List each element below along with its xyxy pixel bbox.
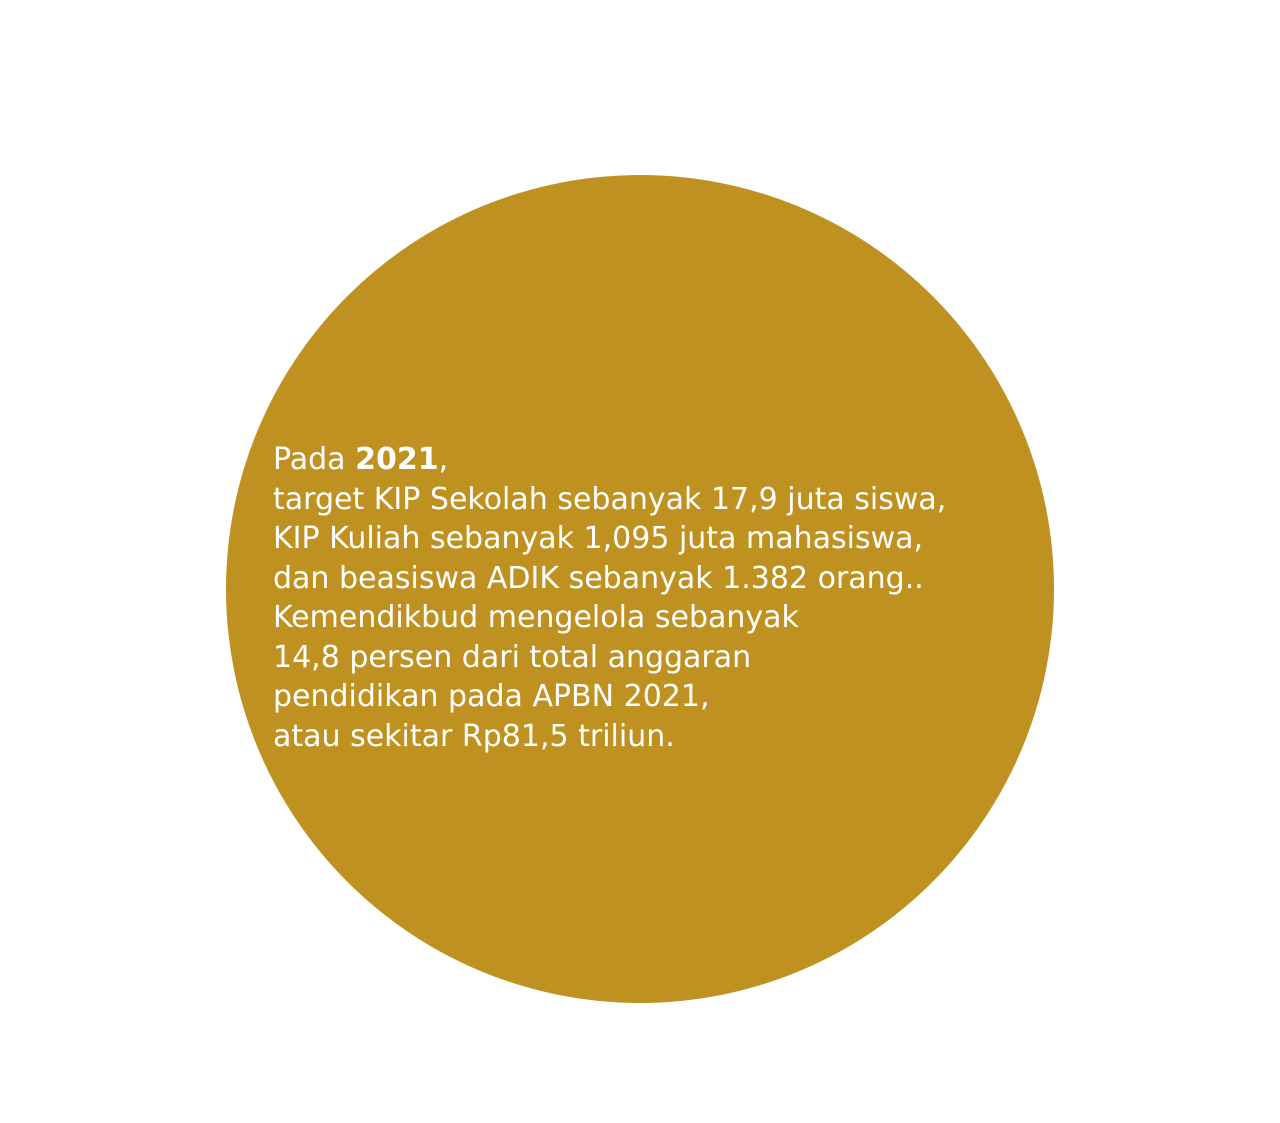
text-line-8: atau sekitar Rp81,5 triliun. [273, 718, 675, 754]
text-line-1-suffix: , [438, 442, 449, 477]
year-highlight: 2021 [355, 442, 439, 477]
text-line-3: KIP Kuliah sebanyak 1,095 juta mahasiswa, [273, 521, 924, 556]
text-line-2: target KIP Sekolah sebanyak 17,9 juta siswa, [273, 481, 947, 517]
text-line-1 [273, 440, 1063, 480]
text-line-6: 14,8 persen dari total anggaran [273, 639, 752, 675]
text-line-7: pendidikan pada APBN 2021, [273, 679, 710, 714]
text-line-1-prefix: Pada [273, 442, 356, 477]
info-text-block [273, 440, 1063, 756]
text-line-5: Kemendikbud mengelola sebanyak [273, 600, 799, 635]
text-line-4: dan beasiswa ADIK sebanyak 1.382 orang.. [273, 560, 924, 596]
